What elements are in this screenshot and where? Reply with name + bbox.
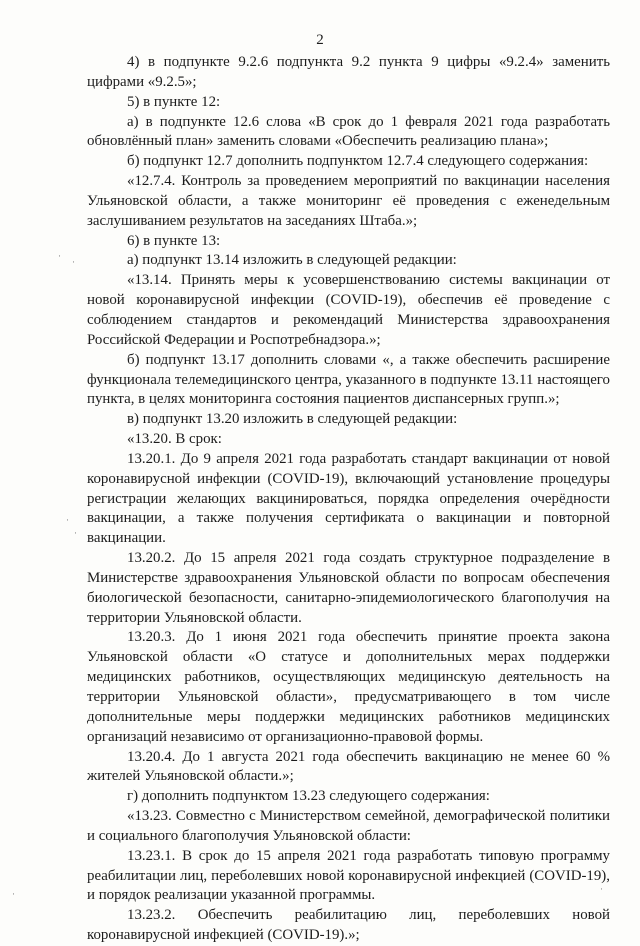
paragraph: 13.23.1. В срок до 15 апреля 2021 года разработать типовую программу реабилитации лиц, переболевших новой коронавирусной инфекцией (COVID-19), и порядок реализации указанной программы.: [87, 847, 610, 904]
paragraph: «13.14. Принять меры к усовершенствованию системы вакцинации от новой коронавирусной инфекции (COVID-19), обеспечив её проведение с соблюдением стандартов и рекомендаций Министерства здравоохранения Российской Федерации и Роспотребнадзора.»;: [87, 272, 610, 348]
paragraph: б) подпункт 12.7 дополнить подпунктом 12.7.4 следующего содержания:: [127, 153, 589, 170]
paragraph: 13.20.1. До 9 апреля 2021 года разработать стандарт вакцинации от новой коронавирусной инфекции (COVID-19), включающий установление процедуры регистрации желающих вакцинироваться, порядка определения очерёдности вакцинации, а также получения сертификата о вакцинации и повторной вакцинации.: [87, 450, 610, 547]
paragraph: а) в подпункте 12.6 слова «В срок до 1 февраля 2021 года разработать обновлённый план» заменить словами «Обеспечить реализацию плана»;: [87, 113, 610, 150]
paragraph: 13.23.2. Обеспечить реабилитацию лиц, переболевших новой коронавирусной инфекцией (COVID-19).»;: [87, 907, 610, 944]
paragraph: 13.20.3. До 1 июня 2021 года обеспечить принятие проекта закона Ульяновской области «О статусе и дополнительных мерах поддержки медицинских работников, осуществляющих медицинскую деятельность на территории Ульяновской области», предусматривающего в том числе дополнительные меры поддержки медицинских работников медицинских организаций независимо от организационно-правовой формы.: [87, 629, 610, 745]
scan-speck: ·: [600, 884, 603, 894]
paragraph: б) подпункт 13.17 дополнить словами «, а также обеспечить расширение функционала телемедицинского центра, указанного в подпункте 13.11 настоящего пункта, в целях мониторинга состояния пациентов диспансерных групп.»;: [87, 351, 610, 408]
paragraph: 13.20.4. До 1 августа 2021 года обеспечить вакцинацию не менее 60 % жителей Ульяновской области.»;: [87, 748, 610, 785]
paragraph: 13.20.2. До 15 апреля 2021 года создать структурное подразделение в Министерстве здравоохранения Ульяновской области по вопросам обеспечения биологической безопасности, санитарно-эпидемиологического благополучия на территории Ульяновской области.: [87, 550, 610, 626]
paragraph: «13.23. Совместно с Министерством семейной, демографической политики и социального благополучия Ульяновской области:: [87, 808, 610, 844]
paragraph: в) подпункт 13.20 изложить в следующей редакции:: [127, 411, 458, 428]
scan-speck: ·: [66, 515, 69, 525]
paragraph: 4) в подпункте 9.2.6 подпункта 9.2 пункта 9 цифры «9.2.4» заменить цифрами «9.2.5»;: [87, 54, 610, 90]
page-number: 2: [316, 32, 324, 48]
paragraph: г) дополнить подпунктом 13.23 следующего содержания:: [127, 788, 490, 805]
paragraph: а) подпункт 13.14 изложить в следующей редакции:: [127, 252, 457, 269]
paragraph: «13.20. В срок:: [127, 431, 222, 448]
scan-speck: ·: [12, 889, 15, 899]
paragraph: 6) в пункте 13:: [127, 232, 221, 249]
scan-speck: ·: [74, 528, 77, 538]
document-body: [87, 53, 610, 946]
paragraph: «12.7.4. Контроль за проведением мероприятий по вакцинации населения Ульяновской области, а также мониторинг её проведения с еженедельным заслушиванием результатов на заседаниях Штаба.»;: [87, 173, 610, 229]
paragraph: 5) в пункте 12:: [127, 93, 221, 110]
scan-speck: ·: [72, 257, 75, 267]
scan-speck: ·: [58, 251, 61, 261]
